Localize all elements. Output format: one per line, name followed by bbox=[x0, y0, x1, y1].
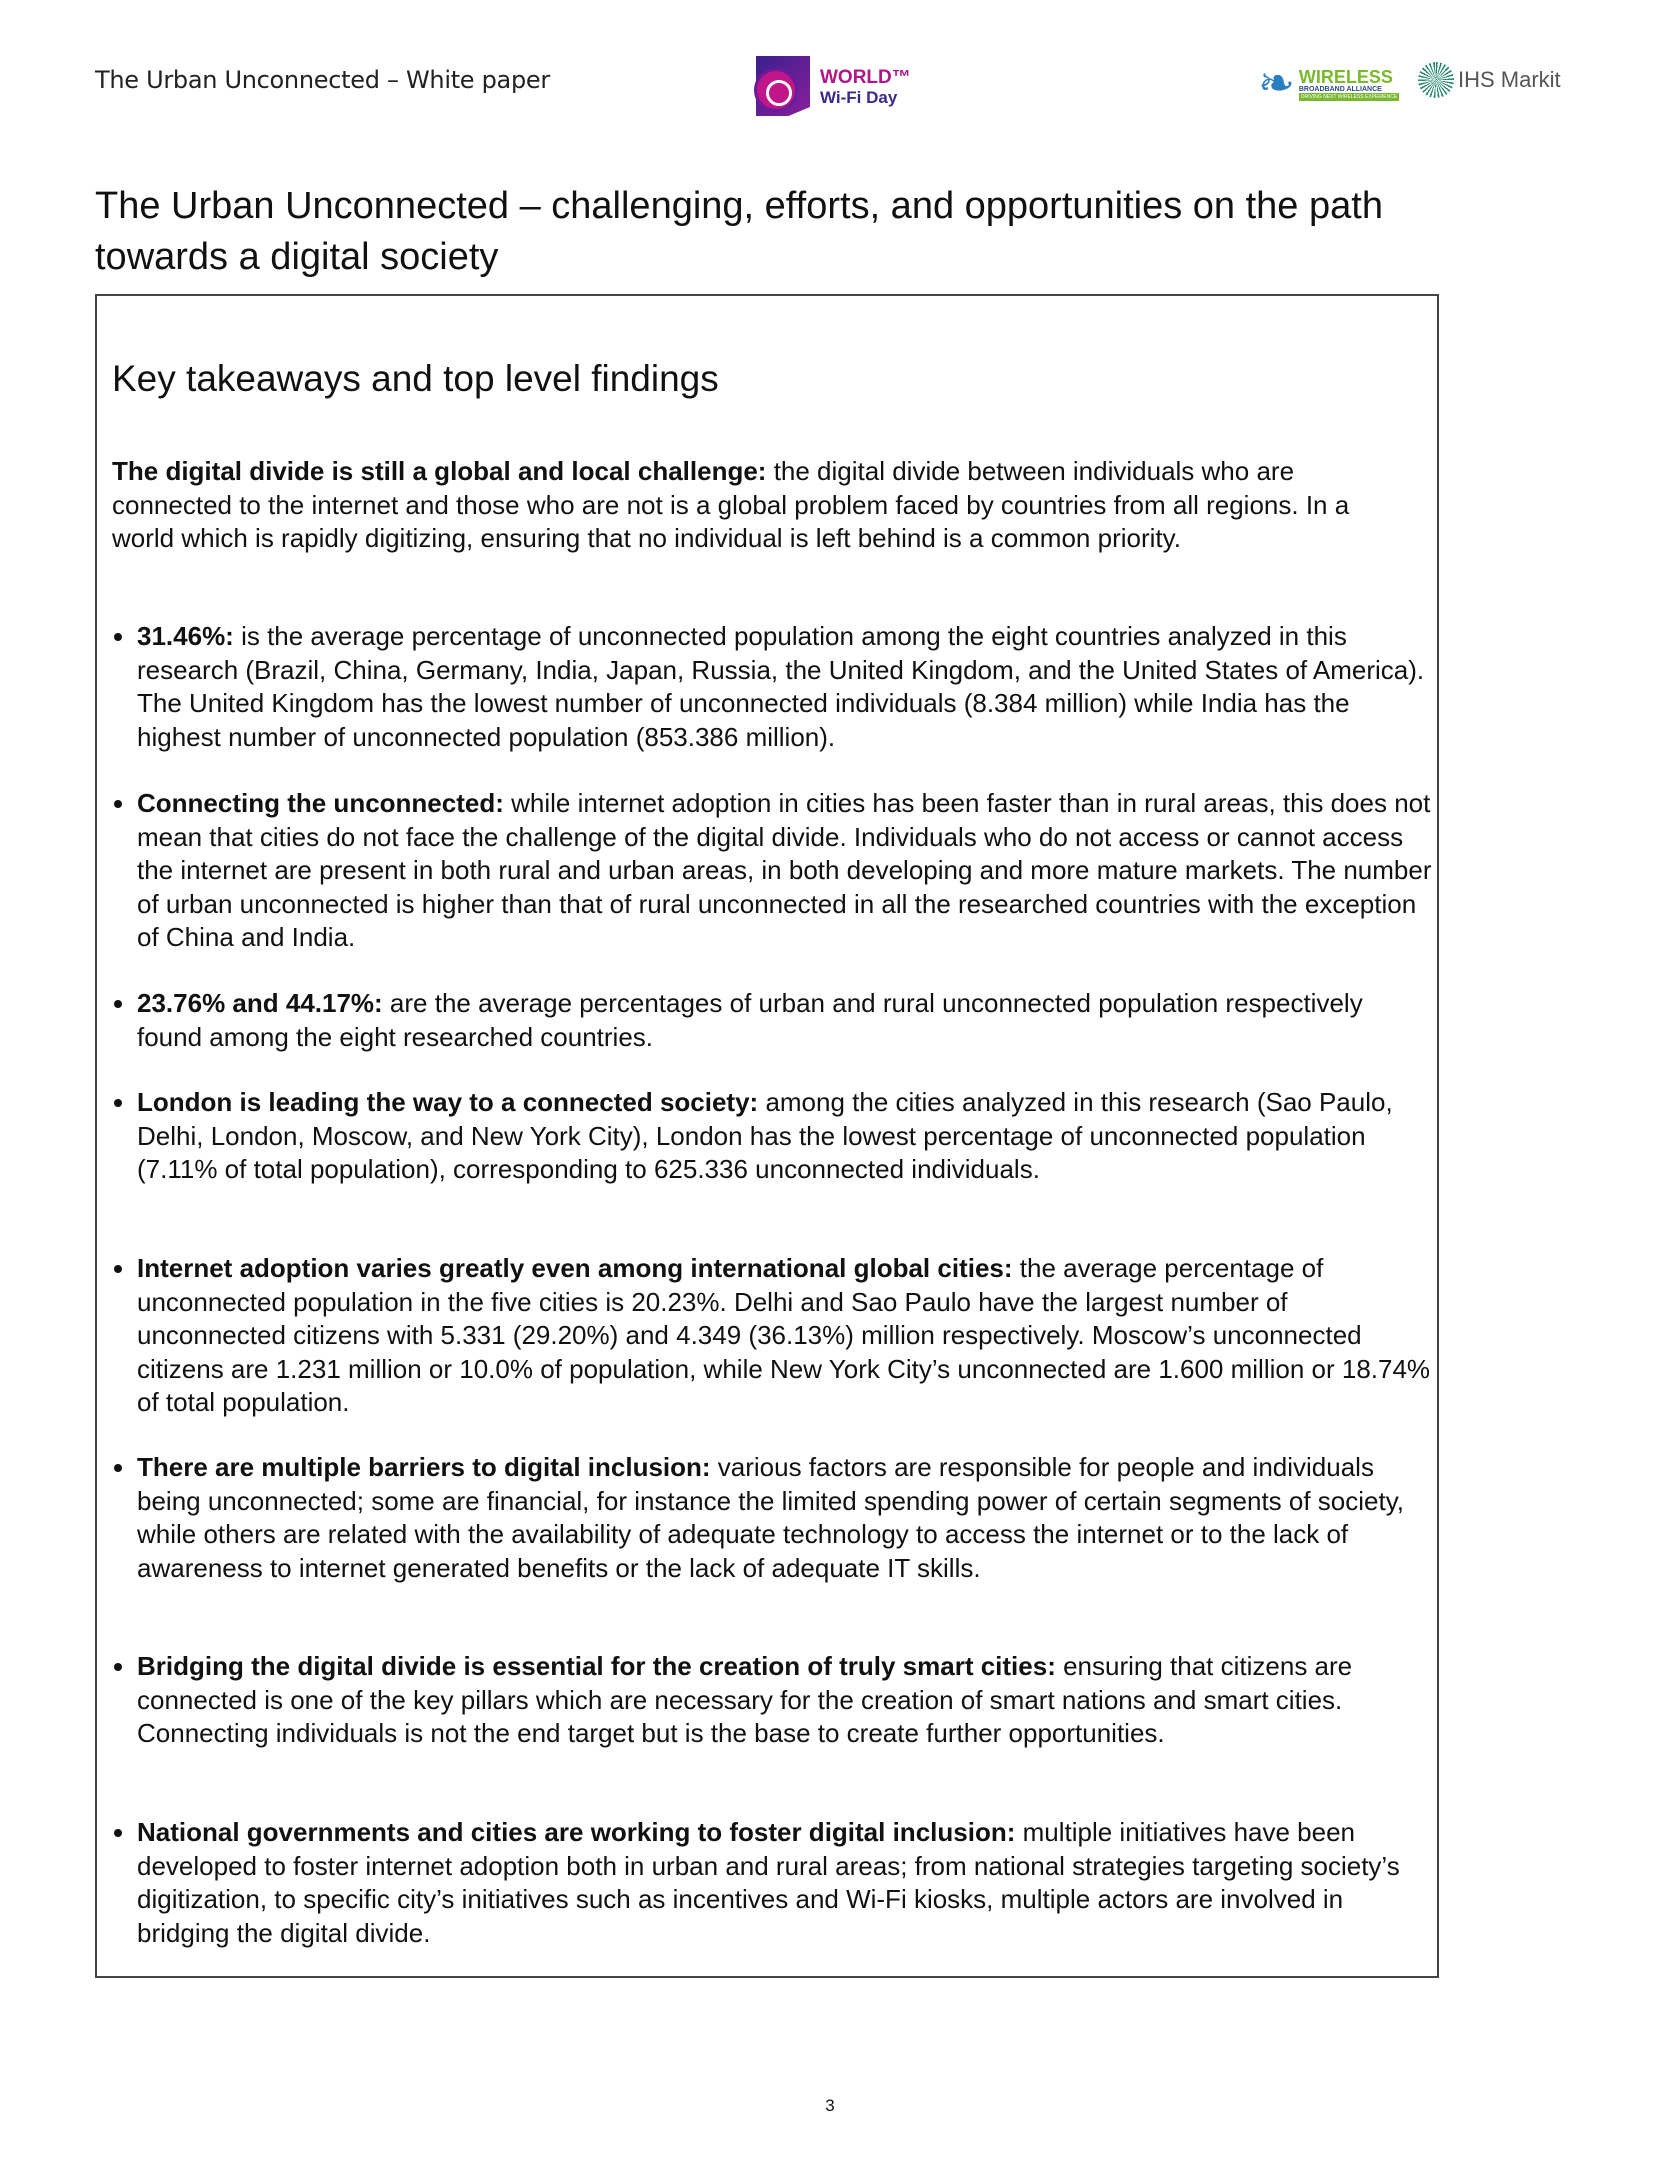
bullet-text: among the cities analyzed in this research (Sao Paulo, Delhi, London, Moscow, and New York City), London has the lowest percentage of unconnected population (7.11% of total population), corresponding to 625.336 unconnected individuals. bbox=[137, 1087, 1393, 1184]
list-item bbox=[112, 1816, 1432, 1950]
bullet-icon bbox=[114, 1099, 122, 1107]
list-item bbox=[112, 1451, 1432, 1585]
world-wifi-day-badge-icon bbox=[752, 56, 812, 120]
wba-mark-icon: ❧ bbox=[1258, 59, 1295, 108]
bullet-icon bbox=[114, 800, 122, 808]
bullet-icon bbox=[114, 1265, 122, 1273]
bullet-text: while internet adoption in cities has been faster than in rural areas, this does not mean that cities do not face the challenge of the digital divide. Individuals who do not access or cannot access the internet are present in both rural and urban areas, in both developing and more mature markets. The number of urban unconnected is higher than that of rural unconnected in all the researched countries with the exception of China and India. bbox=[137, 788, 1432, 952]
page-title: The Urban Unconnected – challenging, efforts, and opportunities on the path towards a digital society bbox=[95, 185, 1383, 278]
list-item bbox=[112, 1252, 1432, 1420]
bullet-bold: 31.46%: bbox=[137, 621, 234, 651]
bullet-bold: National governments and cities are working to foster digital inclusion: bbox=[137, 1817, 1016, 1847]
bullet-icon bbox=[114, 1829, 122, 1837]
intro-paragraph bbox=[112, 455, 1412, 556]
list-item bbox=[112, 987, 1432, 1054]
bullet-text: ensuring that citizens are connected is one of the key pillars which are necessary for the creation of smart nations and smart cities. Connecting individuals is not the end target but is the base to create further opportunities. bbox=[137, 1651, 1353, 1748]
bullet-text: various factors are responsible for people and individuals being unconnected; some are financial, for instance the limited spending power of certain segments of society, while others are related with the availability of adequate technology to access the internet or to the lack of awareness to internet generated benefits or the lack of adequate IT skills. bbox=[137, 1452, 1405, 1583]
intro-bold: The digital divide is still a global and local challenge: bbox=[112, 456, 767, 486]
list-item bbox=[112, 620, 1432, 754]
wwd-logo-line1: WORLD™ bbox=[820, 67, 911, 88]
bullet-bold: Internet adoption varies greatly even among international global cities: bbox=[137, 1253, 1013, 1283]
ihs-markit-logo bbox=[1418, 62, 1561, 98]
intro-text: the digital divide between individuals who are connected to the internet and those who are not is a global problem faced by countries from all regions. In a world which is rapidly digitizing, ensuring that no individual is left behind is a common priority. bbox=[112, 456, 1350, 553]
ihs-starburst-icon bbox=[1418, 62, 1454, 98]
list-item bbox=[112, 1086, 1432, 1187]
bullet-icon bbox=[114, 633, 122, 641]
wwd-logo-line2: Wi-Fi Day bbox=[820, 88, 898, 107]
bullet-text: the average percentage of unconnected population in the five cities is 20.23%. Delhi and Sao Paulo have the largest number of unconnected citizens with 5.331 (29.20%) and 4.349 (36.13%) million respectively. Moscow’s unconnected citizens are 1.231 million or 10.0% of population, while New York City’s unconnected are 1.600 million or 18.74% of total population. bbox=[137, 1253, 1431, 1417]
wba-logo-line2: BROADBAND ALLIANCE bbox=[1298, 85, 1382, 93]
ihs-logo-text: IHS Markit bbox=[1458, 67, 1561, 92]
bullet-text: are the average percentages of urban and rural unconnected population respectively found among the eight researched countries. bbox=[137, 988, 1363, 1052]
bullet-icon bbox=[114, 1464, 122, 1472]
bullet-bold: London is leading the way to a connected society: bbox=[137, 1087, 759, 1117]
key-takeaways-box bbox=[95, 294, 1439, 1978]
world-wifi-day-logo bbox=[752, 56, 911, 120]
bullet-bold: There are multiple barriers to digital inclusion: bbox=[137, 1452, 711, 1482]
box-heading: Key takeaways and top level findings bbox=[112, 358, 719, 399]
bullet-bold: 23.76% and 44.17%: bbox=[137, 988, 383, 1018]
bullet-icon bbox=[114, 1000, 122, 1008]
bullet-text: is the average percentage of unconnected population among the eight countries analyzed in this research (Brazil, China, Germany, India, Japan, Russia, the United Kingdom, and the United States of America). The United Kingdom has the lowest number of unconnected individuals (8.384 million) while India has the highest number of unconnected population (853.386 million). bbox=[137, 621, 1425, 752]
bullet-text: multiple initiatives have been developed to foster internet adoption both in urban and rural areas; from national strategies targeting society’s digitization, to specific city’s initiatives such as incentives and Wi-Fi kiosks, multiple actors are involved in bridging the digital divide. bbox=[137, 1817, 1400, 1948]
wireless-broadband-alliance-logo bbox=[1258, 58, 1399, 110]
bullet-icon bbox=[114, 1663, 122, 1671]
wba-logo-line1: WIRELESS bbox=[1298, 66, 1393, 87]
list-item bbox=[112, 787, 1432, 955]
bullet-bold: Connecting the unconnected: bbox=[137, 788, 504, 818]
page-number: 3 bbox=[825, 2096, 835, 2115]
wba-logo-line3: DRIVING NEXT WIRELESS EXPERIENCE bbox=[1300, 93, 1398, 100]
bullet-bold: Bridging the digital divide is essential for the creation of truly smart cities: bbox=[137, 1651, 1056, 1681]
document-header-label: The Urban Unconnected – White paper bbox=[95, 66, 550, 94]
list-item bbox=[112, 1650, 1432, 1751]
